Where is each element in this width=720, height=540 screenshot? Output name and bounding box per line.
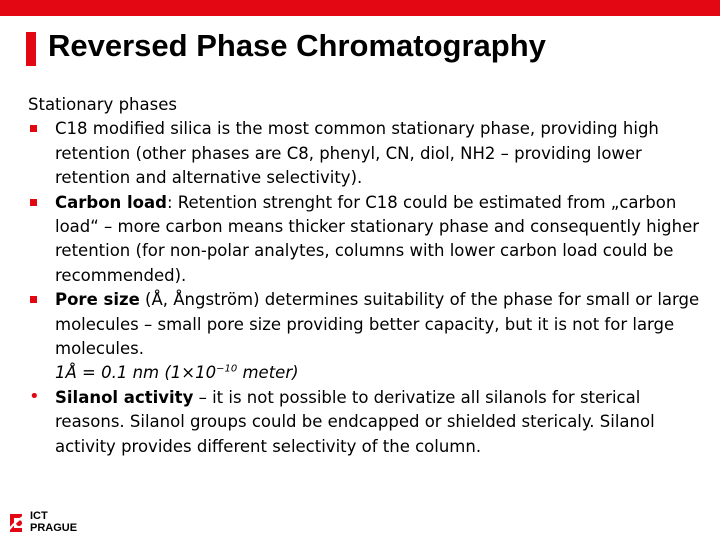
logo-line-prague: PRAGUE xyxy=(30,522,78,534)
item-text: (Å, Ångström) determines suitability of the phase for small or large molecules – small pore size providing better capacity, but it is not for large molecules. xyxy=(55,290,700,359)
item-text: C18 modified silica is the most common stationary phase, providing high retention (other phases are C8, phenyl, CN, diol, NH2 – providing lower retention and alternative selectivity). xyxy=(55,119,659,188)
item-term: Pore size xyxy=(55,290,140,310)
item-text: – it is not possible to derivatize all silanols for sterical reasons. Silanol groups could be endcapped or shielded stericaly. Silanol activity provides different selectivity of the column. xyxy=(55,387,655,456)
round-bullet-icon: • xyxy=(29,385,40,407)
list-item-pore-size xyxy=(28,288,708,386)
logo-text xyxy=(30,510,77,534)
list-item-carbon-load xyxy=(28,191,708,289)
slide-content xyxy=(28,93,708,459)
formula-end: meter) xyxy=(237,363,299,383)
list-item-c18 xyxy=(28,117,708,190)
item-text: : Retention strenght for C18 could be estimated from „carbon load“ – more carbon means thicker stationary phase and consequently higher retention (for non-polar analytes, columns with lower carbon load could be recommended). xyxy=(55,192,700,285)
square-bullet-icon xyxy=(28,288,55,312)
ict-logo-icon xyxy=(4,510,28,536)
formula-exponent: −10 xyxy=(216,363,238,375)
square-bullet-icon xyxy=(28,191,55,215)
angstrom-formula xyxy=(55,361,708,385)
square-bullet-icon xyxy=(28,117,55,141)
title-accent-bar xyxy=(26,32,36,66)
logo-line-ict: ICT xyxy=(30,510,48,522)
formula-base: 1Å = 0.1 nm (1×10 xyxy=(55,363,217,383)
section-heading: Stationary phases xyxy=(28,95,177,114)
top-accent-bar xyxy=(0,0,720,16)
item-term: Carbon load xyxy=(55,192,167,212)
list-item-silanol-activity xyxy=(28,386,708,459)
ict-prague-logo xyxy=(4,508,94,538)
slide-title: Reversed Phase Chromatography xyxy=(48,28,546,63)
item-term: Silanol activity xyxy=(55,387,194,407)
